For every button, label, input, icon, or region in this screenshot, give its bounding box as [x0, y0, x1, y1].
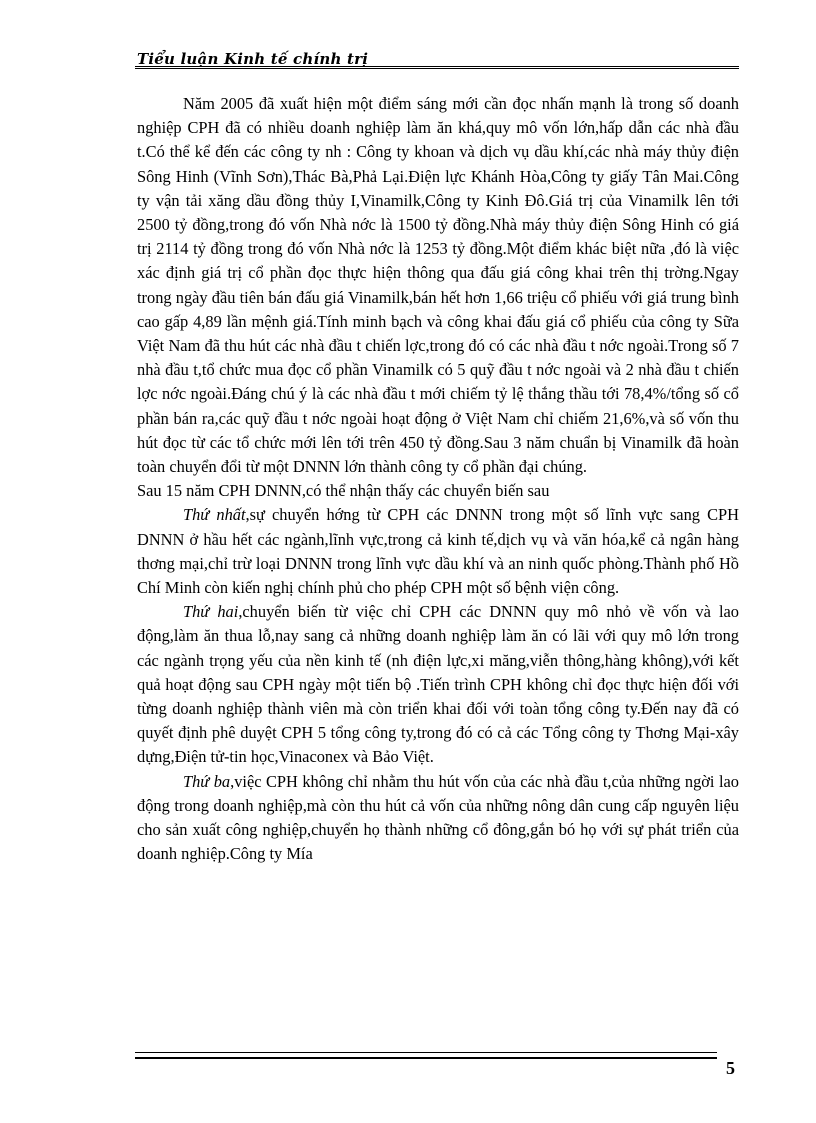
paragraph-lead: Thứ hai: [183, 602, 239, 622]
page-number: 5: [726, 1058, 735, 1078]
header-rule: [135, 66, 739, 69]
paragraph-3: Thứ nhất,sự chuyển hớng từ CPH các DNNN trong một số lĩnh vực sang CPH DNNN ở hầu hết các ngành,lĩnh vực,trong cả kinh tế,dịch vụ và văn hóa,kể cả ngân hàng thơng mại,chỉ trừ loại DNNN trong lĩnh vực dầu khí và an ninh quốc phòng.Thành phố Hồ Chí Minh còn kiến nghị chính phủ cho phép CPH một số bệnh viện công.: [137, 505, 739, 598]
paragraph-lead: Thứ nhất: [183, 505, 246, 525]
paragraph-2: Sau 15 năm CPH DNNN,có thể nhận thấy các chuyển biến sau: [137, 481, 550, 501]
paragraph-4: Thứ hai,chuyển biến từ việc chỉ CPH các DNNN quy mô nhỏ về vốn và lao động,làm ăn thua lỗ,nay sang cả những doanh nghiệp làm ăn có lãi với quy mô lớn trong các ngành trọng yếu của nền kinh tế (nh điện lực,xi măng,viễn thông,hàng không),với kết quả hoạt động sau CPH ngày một tiến bộ .Tiến trình CPH không chỉ đọc thực hiện đối với từng doanh nghiệp thành viên mà còn triển khai đối với toàn tổng công ty.Đến nay đã có quyết định phê duyệt CPH 5 tổng công ty,trong đó có cả các Tổng công ty Thơng Mại-xây dựng,Điện tử-tin học,Vinaconex và Bảo Việt.: [137, 602, 740, 767]
paragraph-lead: Thứ ba: [183, 771, 231, 791]
body-text: [137, 92, 739, 867]
paragraph-1: Năm 2005 đã xuất hiện một điểm sáng mới cần đọc nhấn mạnh là trong số doanh nghiệp CPH đã có nhiều doanh nghiệp làm ăn khá,quy mô vốn lớn,hấp dẫn các nhà đầu t.Có thể kể đến các công ty nh : Công ty khoan và dịch vụ dầu khí,các nhà máy thủy điện Sông Hinh (Vĩnh Sơn),Thác Bà,Phả Lại.Điện lực Khánh Hòa,Công ty giấy Tân Mai.Công ty vận tải xăng dầu đồng thủy I,Vinamilk,Công ty Kinh Đô.Giá trị của Vinamilk lên tới 2500 tỷ đồng,trong đó vốn Nhà nớc là 1500 tỷ đồng.Nhà máy thủy điện Sông Hinh có giá trị 2114 tỷ đồng trong đó vốn Nhà nớc là 1253 tỷ đồng.Một điểm khác biệt nữa ,đó là việc xác định giá trị cổ phần đọc thực hiện thông qua đấu giá công khai trên thị trờng.Ngay trong ngày đầu tiên bán đấu giá Vinamilk,bán hết hơn 1,66 triệu cổ phiếu với giá trung bình cao gấp 4,89 lần mệnh giá.Tính minh bạch và công khai đấu giá cổ phiếu của công ty Sữa Việt Nam đã thu hút các nhà đầu t chiến lợc,trong đó có các nhà đầu t nớc ngoài.Trong số 7 nhà đầu t,tổ chức mua đọc cổ phần Vinamilk có 5 quỹ đầu t nớc ngoài và 2 nhà đầu t chiến lợc nớc ngoài.Đáng chú ý là các nhà đầu t mới chiếm tỷ lệ thắng thầu tới 78,4%/tổng số cổ phần bán ra,các quỹ đầu t nớc ngoài hoạt động ở Việt Nam chỉ chiếm 21,6%,và số vốn thu hút đọc từ các tổ chức mới lên tới trên 450 tỷ đồng.Sau 3 năm chuẩn bị Vinamilk đã hoàn toàn chuyển đổi từ một DNNN lớn thành công ty cổ phần đại chúng.: [137, 94, 739, 477]
footer-rule: [135, 1052, 717, 1059]
paragraph-5: Thứ ba,việc CPH không chỉ nhằm thu hút vốn của các nhà đầu t,của những ngời lao động trong doanh nghiệp,mà còn thu hút cả vốn của những nông dân cung cấp nguyên liệu cho sản xuất công nghiệp,chuyển họ thành những cổ đông,gắn bó họ với sự phát triển của doanh nghiệp.Công ty Mía: [137, 771, 739, 864]
running-header-title: Tiểu luận Kinh tế chính trị: [137, 50, 369, 68]
